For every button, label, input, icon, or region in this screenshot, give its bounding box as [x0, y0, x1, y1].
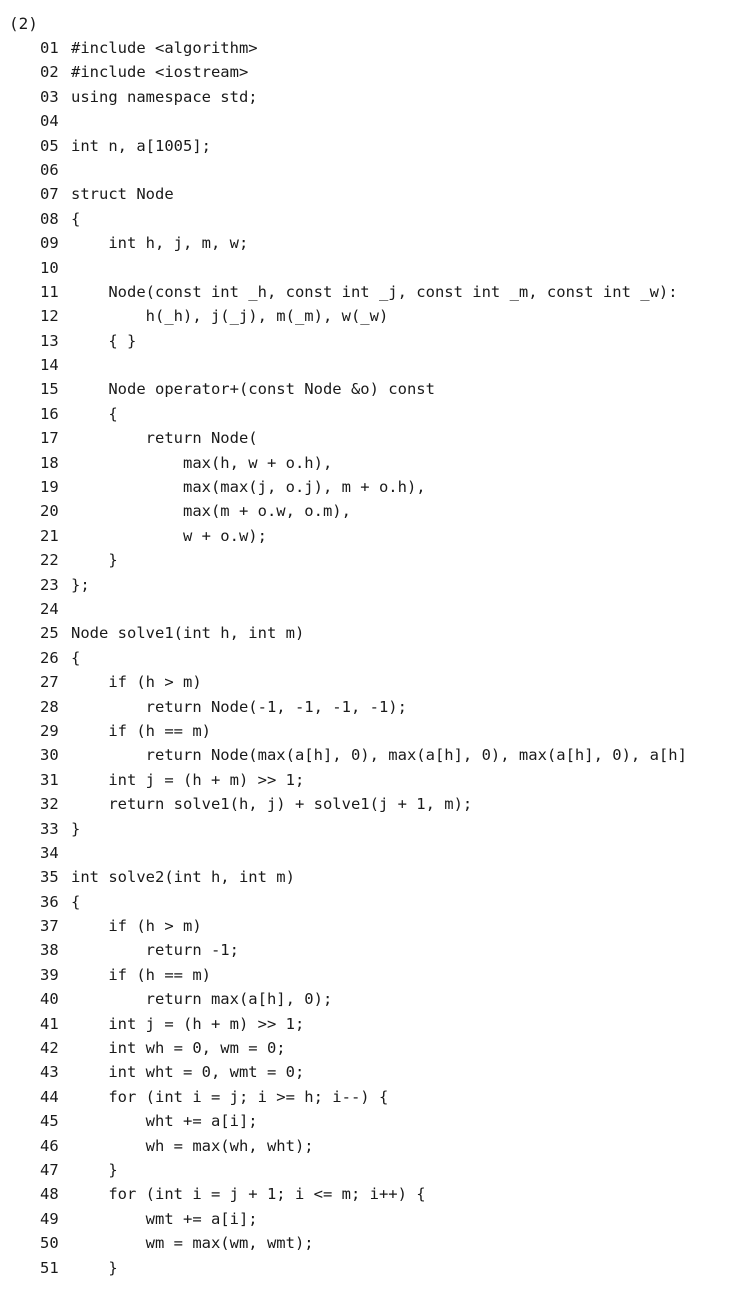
line-code: return Node(-1, -1, -1, -1);	[71, 697, 407, 716]
line-number: 02	[40, 63, 59, 82]
line-number: 26	[40, 648, 59, 667]
line-code: Node solve1(int h, int m)	[71, 624, 305, 643]
line-code: #include <iostream>	[71, 63, 249, 82]
code-line	[40, 256, 738, 280]
line-number: 35	[40, 868, 59, 887]
line-number: 06	[40, 160, 59, 179]
code-line	[40, 1256, 738, 1280]
line-number: 18	[40, 453, 59, 472]
code-line	[40, 402, 738, 426]
line-number: 43	[40, 1063, 59, 1082]
code-line	[40, 1207, 738, 1231]
line-number: 46	[40, 1136, 59, 1155]
line-code: wh = max(wh, wht);	[71, 1136, 314, 1155]
code-line	[40, 60, 738, 84]
line-number: 22	[40, 551, 59, 570]
code-line	[40, 377, 738, 401]
line-code: return -1;	[71, 941, 239, 960]
line-number: 27	[40, 673, 59, 692]
line-number: 03	[40, 87, 59, 106]
line-number: 20	[40, 502, 59, 521]
line-number: 25	[40, 624, 59, 643]
line-number: 14	[40, 356, 59, 375]
line-number: 32	[40, 795, 59, 814]
line-code: if (h == m)	[71, 965, 211, 984]
code-line	[40, 1085, 738, 1109]
line-number: 45	[40, 1112, 59, 1131]
line-code: }	[71, 551, 118, 570]
code-line	[40, 548, 738, 572]
code-line	[40, 207, 738, 231]
line-number: 21	[40, 526, 59, 545]
line-number: 19	[40, 478, 59, 497]
code-line	[40, 304, 738, 328]
code-line	[40, 1182, 738, 1206]
code-line	[40, 36, 738, 60]
question-label: (2)	[9, 14, 38, 33]
code-line	[40, 1060, 738, 1084]
code-line	[40, 743, 738, 767]
line-code: int wht = 0, wmt = 0;	[71, 1063, 305, 1082]
line-number: 42	[40, 1039, 59, 1058]
code-line	[40, 695, 738, 719]
code-line	[40, 231, 738, 255]
code-listing	[40, 36, 738, 1280]
line-code: { }	[71, 331, 137, 350]
line-number: 05	[40, 136, 59, 155]
line-code: int j = (h + m) >> 1;	[71, 770, 305, 789]
line-number: 09	[40, 234, 59, 253]
line-code: struct Node	[71, 185, 174, 204]
code-line	[40, 621, 738, 645]
line-code: using namespace std;	[71, 87, 258, 106]
line-code: #include <algorithm>	[71, 39, 258, 57]
line-number: 49	[40, 1209, 59, 1228]
line-code: max(m + o.w, o.m),	[71, 502, 351, 521]
code-line	[40, 841, 738, 865]
line-code: int h, j, m, w;	[71, 234, 249, 253]
line-number: 38	[40, 941, 59, 960]
code-line	[40, 158, 738, 182]
line-number: 24	[40, 599, 59, 618]
code-line	[40, 280, 738, 304]
code-line	[40, 1012, 738, 1036]
line-number: 41	[40, 1014, 59, 1033]
line-number: 13	[40, 331, 59, 350]
line-code: w + o.w);	[71, 526, 267, 545]
line-code: wm = max(wm, wmt);	[71, 1234, 314, 1253]
code-line	[40, 719, 738, 743]
line-number: 37	[40, 917, 59, 936]
line-code: for (int i = j + 1; i <= m; i++) {	[71, 1185, 426, 1204]
line-code: return Node(	[71, 429, 258, 448]
code-line	[40, 987, 738, 1011]
line-number: 10	[40, 258, 59, 277]
line-code: return solve1(h, j) + solve1(j + 1, m);	[71, 795, 473, 814]
code-line	[40, 792, 738, 816]
line-number: 04	[40, 112, 59, 131]
line-code: {	[71, 648, 81, 667]
code-line	[40, 914, 738, 938]
line-code: int solve2(int h, int m)	[71, 868, 295, 887]
line-code: int n, a[1005];	[71, 136, 211, 155]
line-number: 36	[40, 892, 59, 911]
code-line	[40, 1109, 738, 1133]
code-line	[40, 182, 738, 206]
line-number: 15	[40, 380, 59, 399]
code-line	[40, 1158, 738, 1182]
line-number: 23	[40, 575, 59, 594]
line-code: int j = (h + m) >> 1;	[71, 1014, 305, 1033]
line-number: 17	[40, 429, 59, 448]
code-line	[40, 499, 738, 523]
line-number: 39	[40, 965, 59, 984]
line-number: 01	[40, 39, 59, 57]
line-number: 07	[40, 185, 59, 204]
line-code: if (h > m)	[71, 673, 202, 692]
code-line	[40, 646, 738, 670]
line-number: 44	[40, 1087, 59, 1106]
code-line	[40, 353, 738, 377]
line-code: Node(const int _h, const int _j, const int _m, const int _w):	[71, 282, 678, 301]
line-number: 51	[40, 1258, 59, 1277]
line-number: 28	[40, 697, 59, 716]
code-line	[40, 597, 738, 621]
line-code: for (int i = j; i >= h; i--) {	[71, 1087, 389, 1106]
code-line	[40, 938, 738, 962]
line-number: 08	[40, 209, 59, 228]
code-line	[40, 1134, 738, 1158]
line-number: 40	[40, 990, 59, 1009]
line-code: wmt += a[i];	[71, 1209, 258, 1228]
line-code: max(h, w + o.h),	[71, 453, 333, 472]
line-code: return max(a[h], 0);	[71, 990, 333, 1009]
line-code: max(max(j, o.j), m + o.h),	[71, 478, 426, 497]
line-code: {	[71, 404, 118, 423]
code-line	[40, 670, 738, 694]
code-line	[40, 865, 738, 889]
line-code: }	[71, 819, 81, 838]
code-line	[40, 817, 738, 841]
line-code: h(_h), j(_j), m(_m), w(_w)	[71, 307, 389, 326]
line-code: if (h > m)	[71, 917, 202, 936]
code-line	[40, 85, 738, 109]
line-code: {	[71, 209, 81, 228]
code-line	[40, 1036, 738, 1060]
line-number: 11	[40, 282, 59, 301]
code-line	[40, 134, 738, 158]
line-code: {	[71, 892, 81, 911]
line-code: Node operator+(const Node &o) const	[71, 380, 435, 399]
line-number: 29	[40, 721, 59, 740]
code-line	[40, 426, 738, 450]
line-number: 33	[40, 819, 59, 838]
code-line	[40, 890, 738, 914]
line-number: 48	[40, 1185, 59, 1204]
line-code: };	[71, 575, 90, 594]
code-line	[40, 768, 738, 792]
code-line	[40, 524, 738, 548]
line-number: 12	[40, 307, 59, 326]
line-number: 31	[40, 770, 59, 789]
code-line	[40, 109, 738, 133]
line-number: 34	[40, 843, 59, 862]
code-line	[40, 329, 738, 353]
code-line	[40, 451, 738, 475]
line-code: return Node(max(a[h], 0), max(a[h], 0), max(a[h], 0), a[h]	[71, 746, 687, 765]
line-code: if (h == m)	[71, 721, 211, 740]
line-code: }	[71, 1160, 118, 1179]
code-line	[40, 1231, 738, 1255]
line-code: wht += a[i];	[71, 1112, 258, 1131]
line-number: 16	[40, 404, 59, 423]
line-code: }	[71, 1258, 118, 1277]
line-number: 47	[40, 1160, 59, 1179]
code-line	[40, 963, 738, 987]
line-code: int wh = 0, wm = 0;	[71, 1039, 286, 1058]
code-line	[40, 573, 738, 597]
line-number: 50	[40, 1234, 59, 1253]
code-line	[40, 475, 738, 499]
line-number: 30	[40, 746, 59, 765]
